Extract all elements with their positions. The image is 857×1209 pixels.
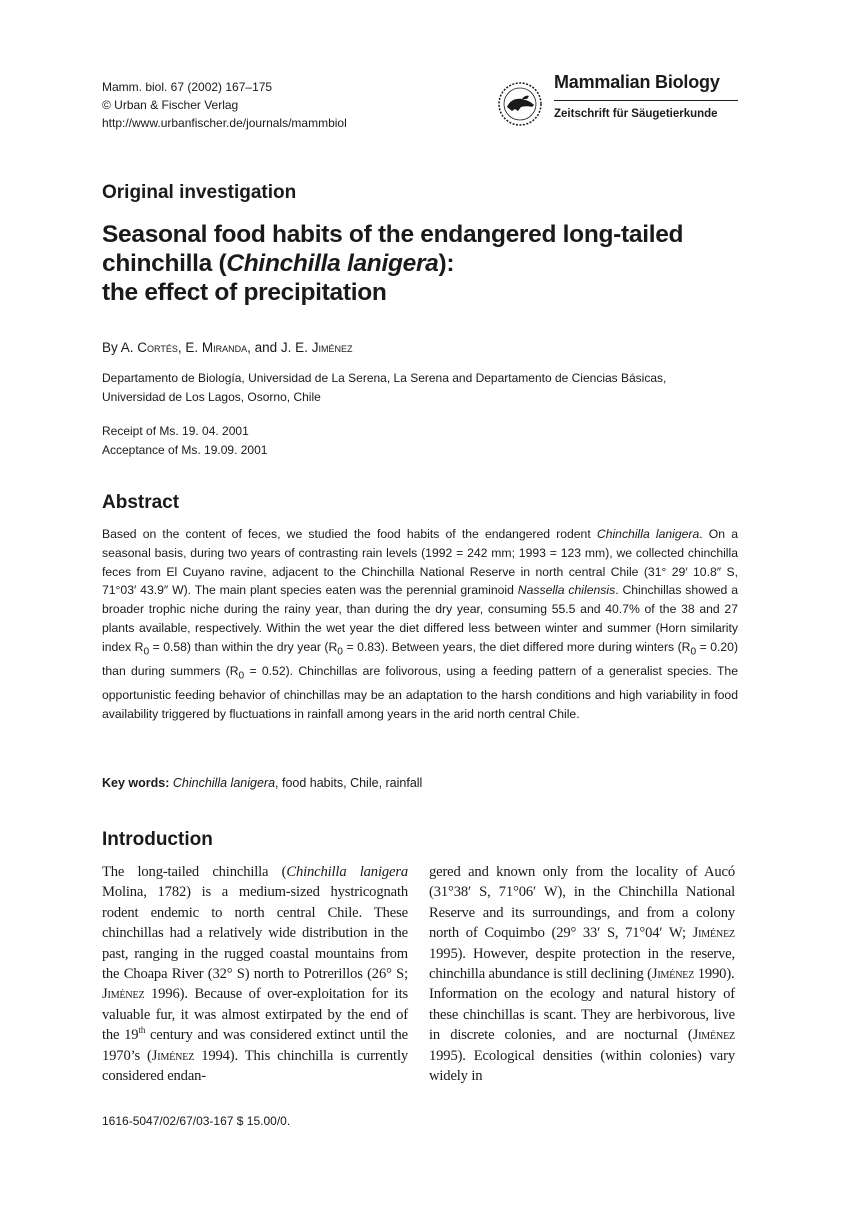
abstract-text: . On a seasonal basis, during two years of contrasting rain levels (1992 = 242 mm; 1993 = 123 mm), we collected chinchilla feces from El Cuyano ravine, adjacent to the Chinchilla National Reserve in north central Chile (31° 29′ 10.8″ S, 71°03′ 43.9″ W). The main plant species eaten was the perennial graminoid: [102, 527, 739, 598]
subscript: 0: [337, 646, 343, 658]
intro-column-right: [429, 862, 735, 1086]
author-name: Miranda: [201, 340, 248, 355]
citation-block: [102, 78, 347, 132]
citation-author: Jiménez: [151, 1047, 195, 1064]
abstract-species-name: Chinchilla lanigera: [596, 527, 700, 541]
body-text: 1994). This chinchilla is currently considered endan-: [102, 1047, 408, 1085]
keywords: [102, 776, 422, 790]
author-text: , and J. E.: [247, 340, 312, 355]
citation-author: Jiménez: [692, 925, 735, 942]
journal-logo-block: [494, 72, 744, 132]
body-text: 1996). Because of over-exploitation for its valuable fur, it was almost extirpated by the end of the 19: [102, 986, 408, 1044]
species-name: Chinchilla lanigera: [286, 864, 408, 880]
subscript: 0: [238, 670, 245, 682]
author-name: Cortés: [137, 340, 178, 355]
body-text: 1990).: [694, 966, 735, 983]
abstract-species-name: Nassella chilensis: [517, 583, 616, 598]
author-name: Jiménez: [311, 340, 353, 355]
citation-author: Jiménez: [102, 986, 145, 1003]
body-text: Molina, 1782) is a medium-sized hystricognath rodent endemic to north central Chile. These chinchillas had a relatively wide distribution in the past, ranging in the rugged coastal mountains from the Choapa River (32° S) north to Potrerillos (26° S;: [102, 884, 408, 983]
journal-url[interactable]: http://www.urbanfischer.de/journals/mammbiol: [102, 116, 347, 130]
author-text: By A.: [102, 340, 138, 355]
body-text: Information on the ecology and natural history of these chinchillas is scant. They are herbivorous, live in discrete colonies, and are nocturnal (: [429, 986, 735, 1044]
introduction-heading: Introduction: [102, 829, 213, 850]
keywords-text: , food habits, Chile, rainfall: [275, 776, 423, 790]
abstract-text: = 0.83). Between years, the diet differed more during winters (R: [342, 639, 691, 654]
title-line: [102, 249, 762, 278]
abstract-text: = 0.58) than within the dry year (R: [149, 639, 338, 654]
abstract-heading: Abstract: [102, 492, 180, 513]
journal-name: Mammalian Biology: [554, 72, 720, 92]
intro-column-left: [102, 862, 408, 1086]
manuscript-dates: [102, 422, 267, 460]
journal-citation: Mamm. biol. 67 (2002) 167–175: [102, 80, 273, 94]
acceptance-date: Acceptance of Ms. 19.09. 2001: [102, 443, 268, 457]
author-text: , E.: [177, 340, 202, 355]
abstract-text: = 0.20) than during summers (R: [102, 639, 738, 679]
author-list: [102, 340, 352, 355]
abstract-text: Based on the content of feces, we studied the food habits of the endangered rodent: [102, 527, 597, 541]
journal-emblem-icon: [494, 80, 546, 128]
title-species-name: Chinchilla lanigera: [226, 250, 439, 277]
affiliation-line: Departamento de Biología, Universidad de La Serena, La Serena and Departamento de Ciencias Básicas,: [102, 371, 667, 385]
affiliation-line: Universidad de Los Lagos, Osorno, Chile: [102, 390, 321, 404]
publisher-line: © Urban & Fischer Verlag: [102, 98, 239, 112]
journal-divider: [554, 100, 738, 101]
body-text: The long-tailed chinchilla (: [102, 864, 287, 880]
body-text: 1995). However, despite protection in the reserve, chinchilla abundance is still declining (: [429, 945, 735, 983]
article-title: [102, 220, 762, 307]
abstract-text: = 0.52). Chinchillas are folivorous, using a feeding pattern of a generalist species. The opportunistic feeding behavior of chinchillas may be an adaptation to the harsh conditions and high variability in food availability triggered by fluctuations in rainfall among years in the arid north central Chile.: [102, 664, 738, 722]
section-label: Original investigation: [102, 182, 297, 203]
receipt-date: Receipt of Ms. 19. 04. 2001: [102, 424, 249, 438]
affiliation: [102, 369, 666, 407]
footer-issn: 1616-5047/02/67/03-167 $ 15.00/0.: [102, 1114, 291, 1128]
title-line: Seasonal food habits of the endangered long-tailed: [102, 221, 684, 248]
keyword-species: Chinchilla lanigera: [172, 776, 276, 790]
keywords-label: Key words:: [102, 776, 170, 790]
body-text: 1995). Ecological densities (within colonies) vary widely in: [429, 1047, 735, 1085]
title-text: ):: [438, 250, 455, 277]
citation-author: Jiménez: [651, 966, 695, 983]
abstract-body: [102, 525, 738, 724]
title-text: chinchilla (: [102, 250, 227, 277]
citation-author: Jiménez: [692, 1027, 735, 1044]
body-text: gered and known only from the locality of Aucó (31°38′ S, 71°06′ W), in the Chinchilla National Reserve and its surroundings, and from a colony north of Coquimbo (29° 33′ S, 71°04′ W;: [429, 864, 735, 942]
subscript: 0: [690, 646, 697, 658]
body-text: century and was considered extinct until the 1970’s (: [102, 1027, 408, 1064]
title-line: the effect of precipitation: [102, 279, 387, 306]
superscript: th: [138, 1025, 146, 1036]
abstract-text: . Chinchillas showed a broader trophic niche during the rainy year, than during the dry year, consuming 55.5 and 40.7% of the 38 and 27 plants available, respectively. Within the wet year the diet differed less between winter and summer (Horn similarity index R: [102, 583, 738, 654]
journal-subtitle: Zeitschrift für Säugetierkunde: [554, 108, 718, 120]
subscript: 0: [143, 646, 150, 658]
